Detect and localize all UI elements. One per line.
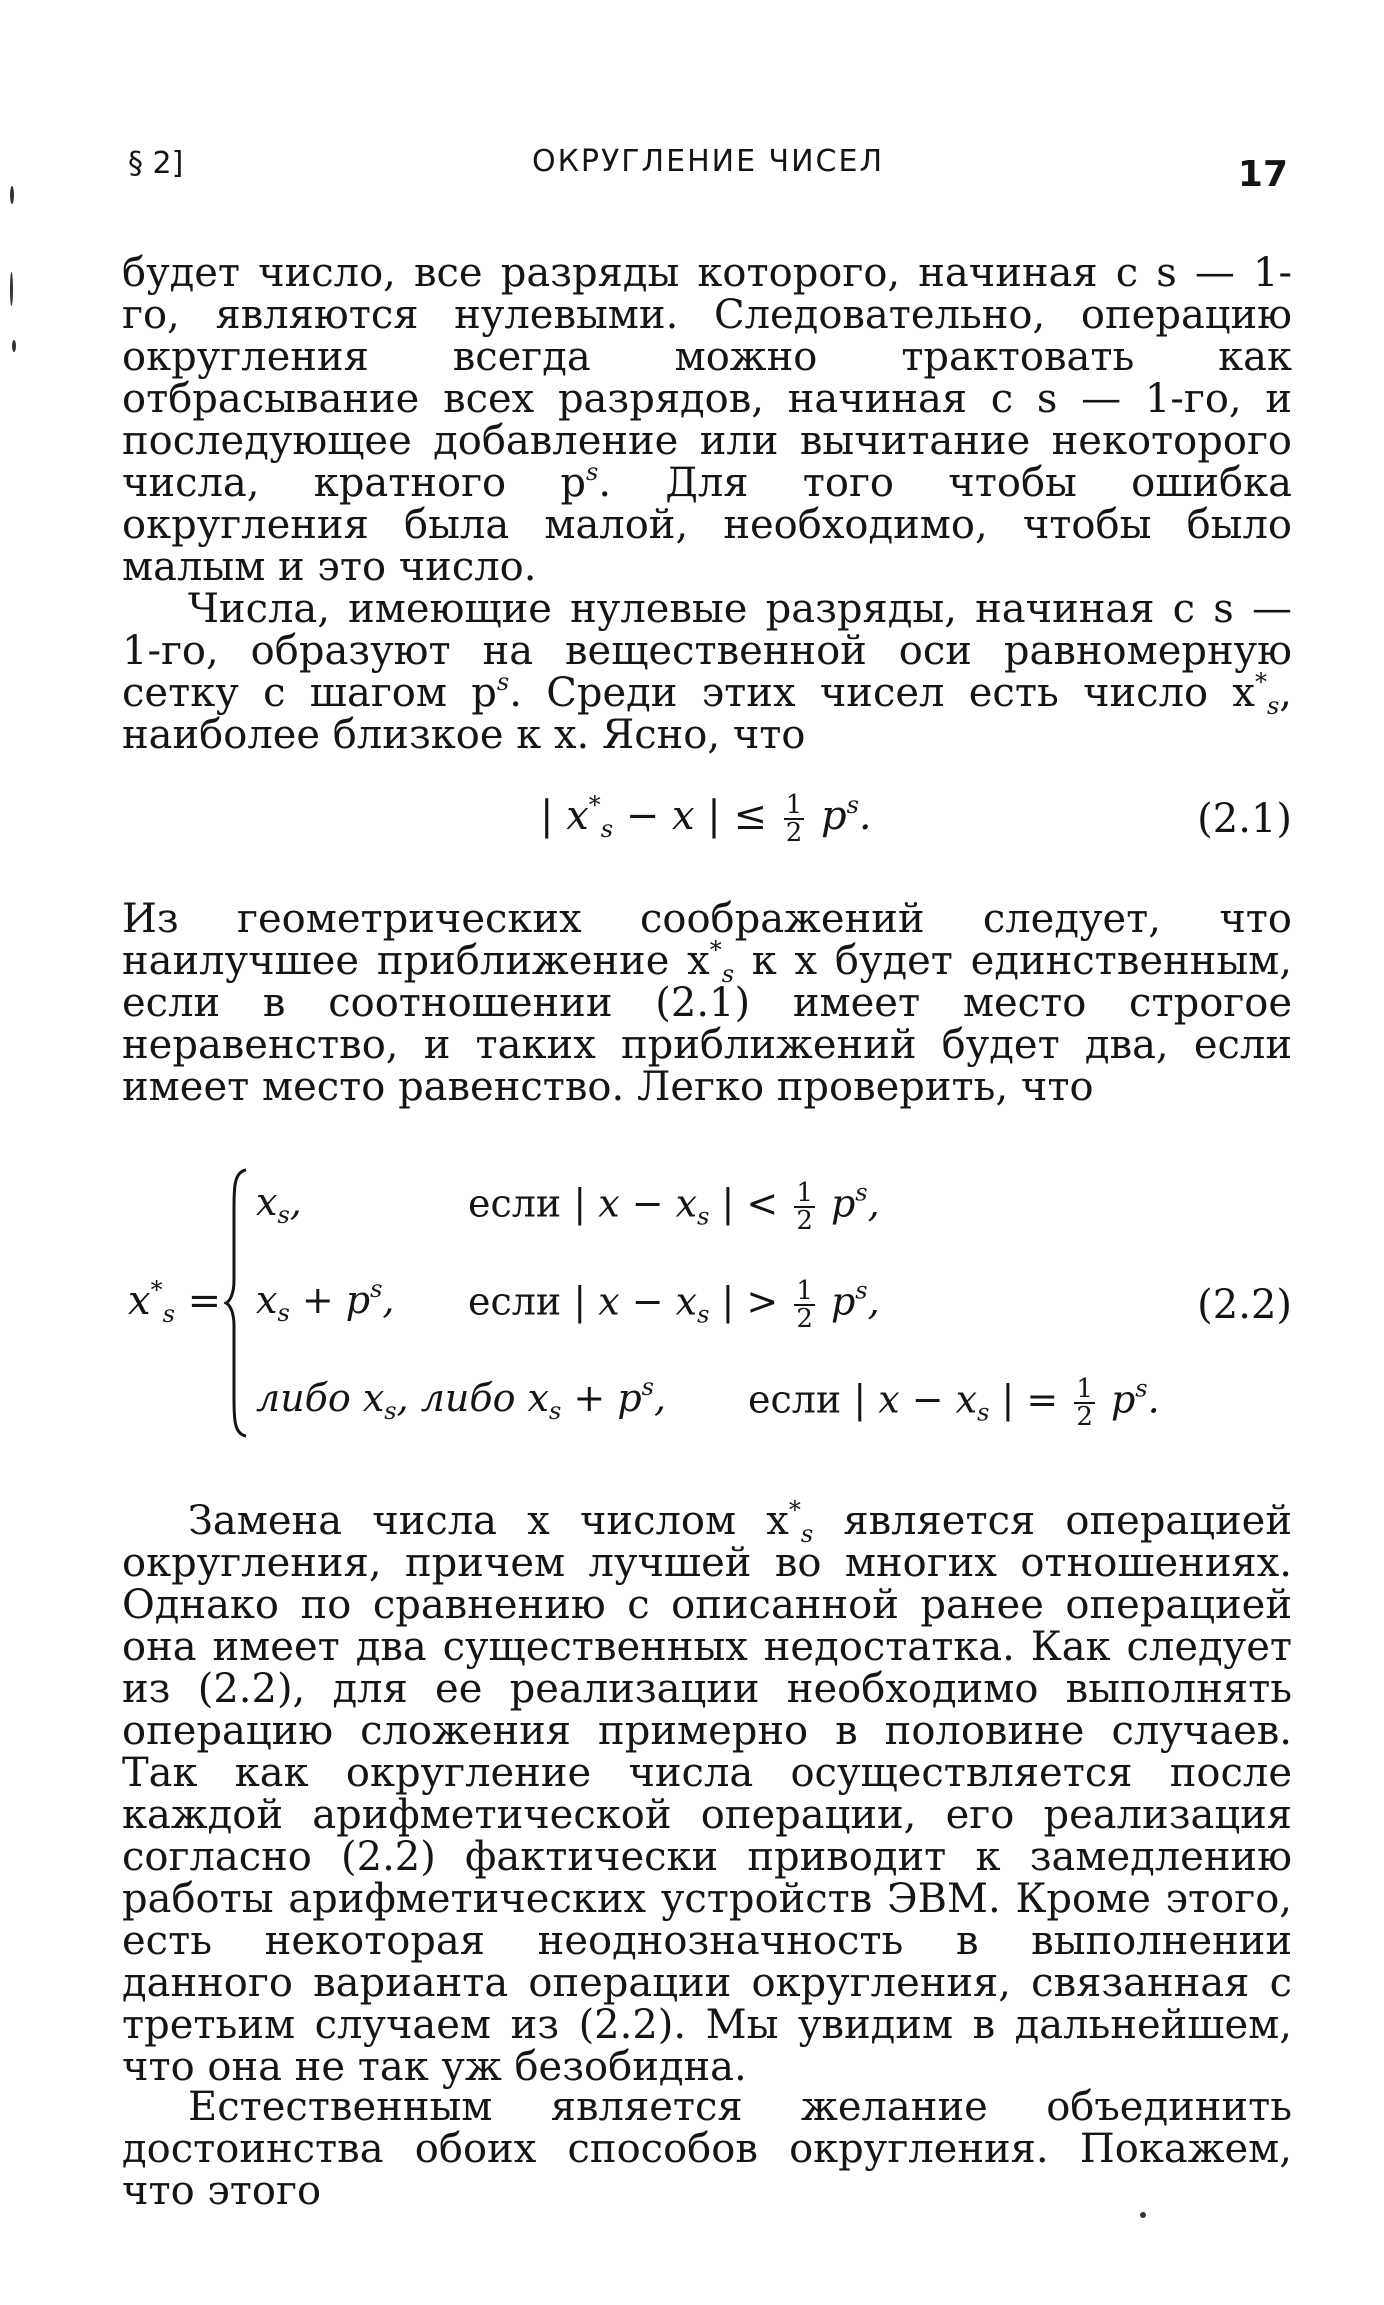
case1-cond: | x − x xyxy=(573,1181,698,1226)
paragraph-4 xyxy=(122,1496,1292,2090)
paragraph-4-text-a: Замена числа x числом x xyxy=(188,1498,789,1544)
paragraph-2-text-b: . Среди этих чисел есть число x xyxy=(509,670,1255,716)
case2-cond: | x − x xyxy=(573,1279,698,1324)
eq2-eq-sign: = xyxy=(174,1278,222,1324)
case2-cond-sub: s xyxy=(697,1300,710,1329)
case1-value-sub: s xyxy=(277,1201,290,1229)
eq1-mid: − x | ≤ xyxy=(613,793,780,839)
eq2-case-3-condition xyxy=(748,1376,1160,1430)
case1-rel: | < xyxy=(709,1181,791,1226)
paragraph-5: Естественным является желание объединить достоинства обоих способов округления. Покажем, что этого xyxy=(122,2084,1292,2214)
scan-mark xyxy=(10,186,14,204)
eq2-lhs-star: * xyxy=(150,1276,163,1304)
case3-fraction xyxy=(1074,1376,1095,1430)
scan-mark xyxy=(12,340,16,352)
paragraph-3-text: Из геометрических соображений следует, что наилучшее приближение x xyxy=(122,896,1292,984)
eq2-case-2-condition xyxy=(468,1278,880,1332)
paragraph-4-text-b: является операцией округления, причем лучшей во многих отношениях. Однако по сравнению с описанной ранее операцией она имеет два существенных недостатка. Как следует из (2.2), для ее реализации необходимо выполнять операцию сложения примерно в половине случаев. Так как округление числа осуществляется после каждой арифметической операции, его реализация согласно (2.2) фактически приводит к замедлению работы арифметических устройств ЭВМ. Кроме этого, есть некоторая неоднозначность в выполнении данного варианта операции округления, связанная с третьим случаем из (2.2). Мы увидим в дальнейшем, что она не так уж безобидна. xyxy=(122,1498,1292,2090)
eq2-case-2 xyxy=(256,1275,395,1327)
case1-fraction xyxy=(794,1180,815,1234)
paragraph-2-sup: s xyxy=(496,668,510,696)
scan-mark xyxy=(1140,2212,1146,2218)
case2-comma: , xyxy=(382,1278,395,1322)
paragraph-3-sub: s xyxy=(721,960,735,988)
paragraph-4-star: * xyxy=(788,1496,801,1524)
paragraph-4-sub: s xyxy=(800,1520,814,1548)
case1-frac-den: 2 xyxy=(796,1206,813,1236)
eq1-lhs-star: * xyxy=(588,791,601,819)
case2-end: , xyxy=(867,1279,880,1324)
running-header xyxy=(128,140,1288,200)
case2-rel: | > xyxy=(709,1279,791,1324)
equation-number-2-1: (2.1) xyxy=(1197,796,1292,842)
case3-frac-den: 2 xyxy=(1076,1402,1093,1432)
equation-2-1 xyxy=(540,792,872,846)
eq2-case-1-condition xyxy=(468,1180,880,1234)
case2-frac-den: 2 xyxy=(796,1304,813,1334)
paragraph-1-text: будет число, все разряды которого, начиная с s — 1-го, являются нулевыми. Следовательно, операцию округления всегда можно трактовать как отбрасывание всех разрядов, начиная с s — 1-го, и последующее добавление или вычитание некоторого числа, кратного p xyxy=(122,250,1292,506)
case3-c-sup: s xyxy=(641,1373,654,1401)
case2-tail-sup: s xyxy=(855,1276,868,1305)
scan-mark xyxy=(10,272,13,306)
case2-fraction xyxy=(794,1278,815,1332)
paragraph-2-text-c: , наиболее близкое к x. Ясно, что xyxy=(122,670,1292,758)
eq1-lhs-sub: s xyxy=(600,815,614,843)
case3-cond-sub: s xyxy=(977,1398,990,1427)
case3-b-sub: s xyxy=(549,1397,562,1425)
equation-number-2-2: (2.2) xyxy=(1197,1282,1292,1328)
paragraph-2-text-a: Числа, имеющие нулевые разряды, начиная с s — 1-го, образуют на вещественной оси равномерную сетку с шагом p xyxy=(122,586,1292,716)
left-brace xyxy=(224,1168,248,1438)
eq2-case-1 xyxy=(256,1180,302,1229)
paragraph-1-sup: s xyxy=(586,458,599,486)
paragraph-1-tail: . Для того чтобы ошибка округления была малой, необходимо, чтобы было малым и это число. xyxy=(122,460,1292,590)
case2-value-sub: s xyxy=(277,1299,290,1327)
case3-end: . xyxy=(1147,1377,1160,1422)
eq1-rhs-sup: s xyxy=(846,791,859,819)
eq1-rhs: p xyxy=(808,793,847,839)
eq2-lhs: x xyxy=(128,1278,151,1324)
case1-cond-sub: s xyxy=(697,1202,710,1231)
paragraph-2-star: * xyxy=(1254,668,1267,696)
case3-tail: p xyxy=(1098,1377,1136,1422)
case2-tail: p xyxy=(818,1279,856,1324)
case3-a-sub: s xyxy=(384,1397,397,1425)
paragraph-2 xyxy=(122,588,1292,756)
eq1-fraction xyxy=(784,792,805,846)
case1-frac-num: 1 xyxy=(796,1178,813,1208)
eq2-lhs-sub: s xyxy=(162,1300,175,1328)
case2-plus-sup: s xyxy=(370,1275,383,1303)
case1-value: x xyxy=(256,1180,278,1224)
case3-frac-num: 1 xyxy=(1076,1374,1093,1404)
eq2-case-3 xyxy=(256,1373,667,1425)
eq2-lhs-block xyxy=(128,1276,222,1328)
chapter-title: ОКРУГЛЕНИЕ ЧИСЕЛ xyxy=(531,144,885,179)
case3-cond: | x − x xyxy=(853,1377,978,1422)
eq1-frac-num: 1 xyxy=(785,790,803,820)
paragraph-3-tail: к x будет единственным, если в соотношении (2.1) имеет место строгое неравенство, и таких приближений будет два, если имеет место равенство. Легко проверить, что xyxy=(122,938,1292,1110)
case1-end: , xyxy=(867,1181,880,1226)
case2-plus: + p xyxy=(289,1278,371,1322)
case3-comma: , xyxy=(653,1376,667,1420)
paragraph-3 xyxy=(122,898,1292,1108)
case1-tail: p xyxy=(818,1181,856,1226)
case2-frac-num: 1 xyxy=(796,1276,813,1306)
case3-a: либо x xyxy=(256,1376,385,1420)
case3-b: , либо x xyxy=(396,1376,549,1420)
case3-rel: | = xyxy=(989,1377,1071,1422)
case1-comma: , xyxy=(289,1180,302,1224)
eq1-end: . xyxy=(858,793,872,839)
case2-if: если xyxy=(468,1279,562,1324)
case3-c: + p xyxy=(561,1376,642,1420)
case3-if: если xyxy=(748,1377,842,1422)
case3-tail-sup: s xyxy=(1135,1374,1148,1403)
paragraph-1 xyxy=(122,252,1292,588)
page-number: 17 xyxy=(1237,154,1288,195)
eq1-lhs: | x xyxy=(540,793,589,839)
case1-tail-sup: s xyxy=(855,1178,868,1207)
paragraph-2-sub: s xyxy=(1266,692,1280,720)
case2-value: x xyxy=(256,1278,278,1322)
case1-if: если xyxy=(468,1181,562,1226)
eq1-frac-den: 2 xyxy=(785,818,803,848)
paragraph-3-star: * xyxy=(709,936,722,964)
section-marker: § 2] xyxy=(128,146,184,181)
